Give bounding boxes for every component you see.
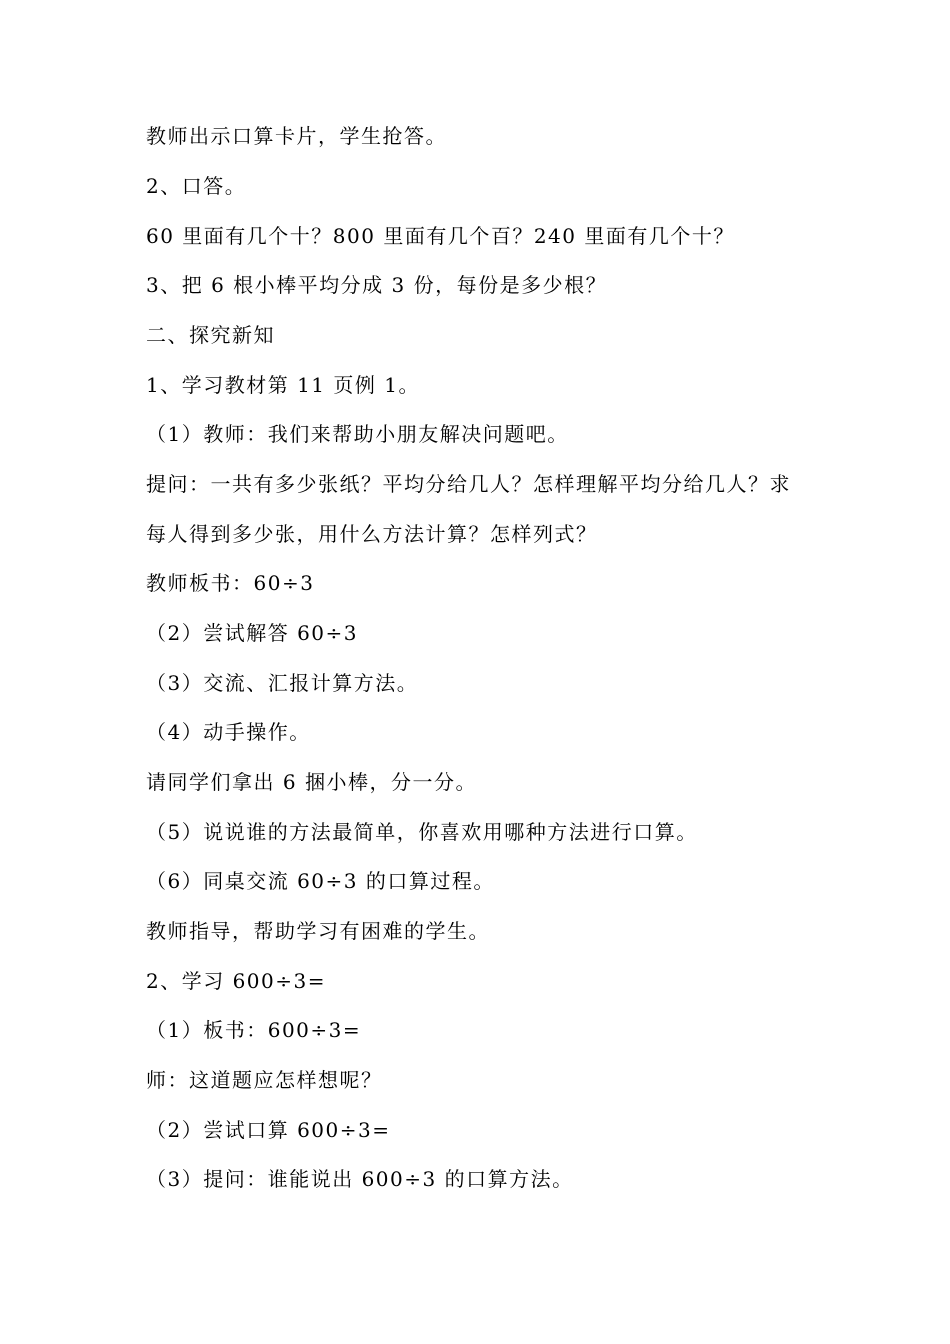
text-line: 教师板书：60÷3: [146, 571, 315, 595]
section-heading: 二、探究新知: [146, 323, 275, 347]
text-line: 2、口答。: [146, 174, 247, 198]
text-line: 请同学们拿出 6 捆小棒，分一分。: [146, 770, 477, 794]
text-line: （1）板书：600÷3=: [146, 1018, 362, 1042]
text-line: 教师出示口算卡片，学生抢答。: [146, 124, 447, 148]
text-line: 60 里面有几个十？800 里面有几个百？240 里面有几个十？: [146, 224, 735, 248]
text-line: 教师指导，帮助学习有困难的学生。: [146, 919, 490, 943]
text-line: 师：这道题应怎样想呢？: [146, 1068, 383, 1092]
text-line: （3）提问：谁能说出 600÷3 的口算方法。: [146, 1167, 574, 1191]
text-line: （2）尝试解答 60÷3: [146, 621, 359, 645]
text-line: （3）交流、汇报计算方法。: [146, 671, 419, 695]
text-line: 2、学习 600÷3=: [146, 969, 326, 993]
text-line: （2）尝试口算 600÷3=: [146, 1118, 391, 1142]
text-line: 1、学习教材第 11 页例 1。: [146, 373, 420, 397]
text-line: （4）动手操作。: [146, 720, 311, 744]
text-line: 3、把 6 根小棒平均分成 3 份，每份是多少根？: [146, 273, 608, 297]
text-line: （6）同桌交流 60÷3 的口算过程。: [146, 869, 495, 893]
text-line: 每人得到多少张，用什么方法计算？怎样列式？: [146, 522, 598, 546]
text-line: （5）说说谁的方法最简单，你喜欢用哪种方法进行口算。: [146, 820, 698, 844]
text-line: 提问：一共有多少张纸？平均分给几人？怎样理解平均分给几人？求: [146, 472, 791, 496]
text-line: （1）教师：我们来帮助小朋友解决问题吧。: [146, 422, 569, 446]
